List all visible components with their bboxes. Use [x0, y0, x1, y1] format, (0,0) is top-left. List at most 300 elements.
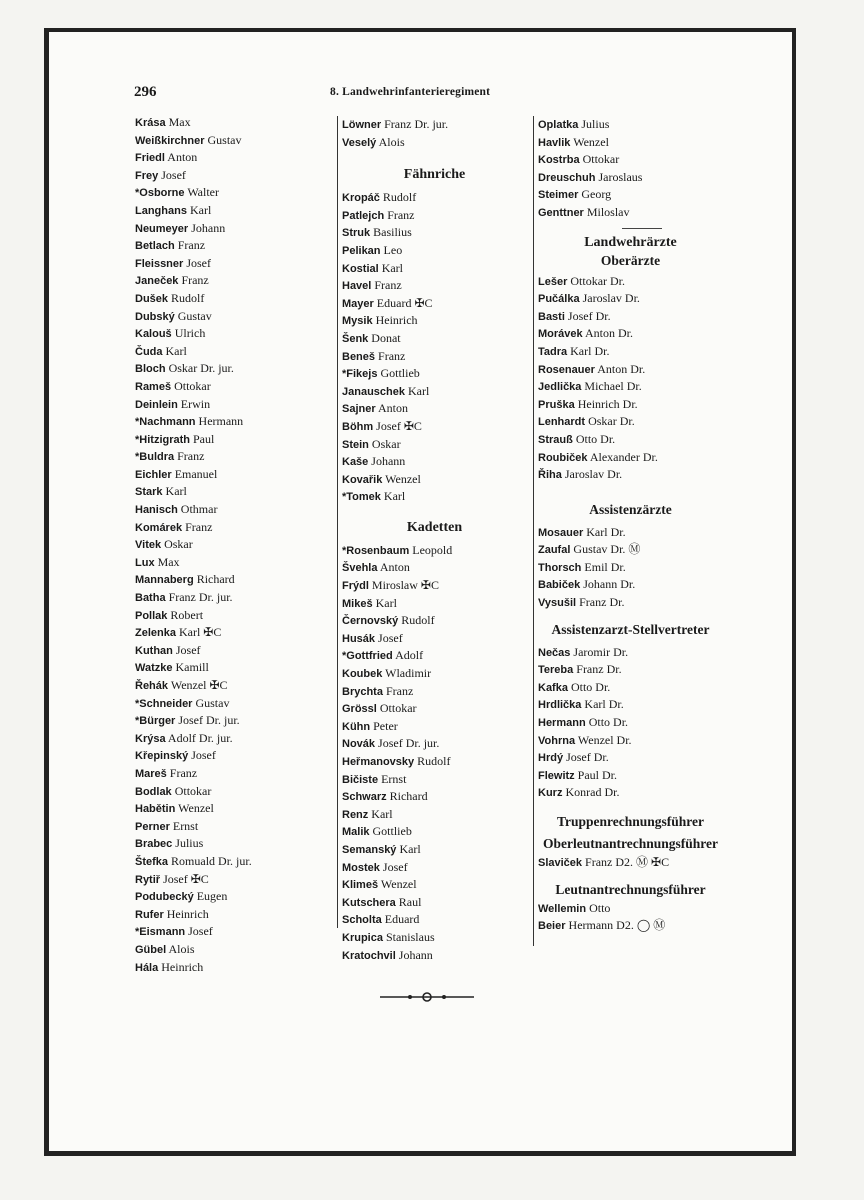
surname: Černovský	[342, 615, 399, 628]
list-item	[342, 134, 542, 152]
list-item	[342, 224, 542, 242]
surname: Veselý	[342, 136, 377, 149]
given-name: Raul	[398, 894, 422, 909]
surname: Semanský	[342, 843, 397, 856]
surname: Janeček	[135, 275, 179, 288]
given-name: Franz Dr.	[579, 595, 625, 610]
surname: Langhans	[135, 204, 187, 217]
list-item	[342, 330, 542, 348]
list-item	[538, 449, 738, 467]
surname: Husák	[342, 632, 376, 645]
surname: Řehák	[135, 680, 169, 692]
list-item	[342, 753, 542, 771]
surname: Thorsch	[538, 561, 582, 574]
given-name: Ottokar Dr.	[570, 273, 626, 288]
page-number: 296	[134, 84, 157, 100]
given-name: Franz	[181, 273, 209, 288]
given-name: Johann Dr.	[583, 577, 636, 592]
given-name: Ottokar	[174, 378, 211, 393]
list-item	[538, 917, 738, 935]
list-item	[538, 290, 738, 308]
surname: Tadra	[538, 345, 568, 358]
given-name: Heinrich	[166, 906, 209, 921]
given-name: Max	[168, 115, 191, 129]
list-item	[538, 431, 738, 449]
list-item	[135, 888, 335, 906]
list-item	[135, 202, 335, 220]
list-item	[135, 941, 335, 959]
surname: Lešer	[538, 275, 568, 288]
surname: Patlejch	[342, 209, 385, 222]
list-item	[342, 841, 542, 859]
surname: Pučálka	[538, 293, 580, 306]
given-name: Karl	[375, 595, 397, 610]
list-item	[135, 343, 335, 361]
given-name: Robert	[170, 607, 204, 622]
given-name: Jaromir Dr.	[573, 644, 629, 659]
surname: Dreuschuh	[538, 171, 596, 184]
surname: Kovařik	[342, 473, 383, 486]
list-item	[538, 169, 738, 187]
list-item	[135, 501, 335, 519]
given-name: Johann	[398, 947, 433, 962]
list-item	[538, 325, 738, 343]
given-name: Oskar	[164, 537, 193, 552]
list-item	[538, 679, 738, 697]
given-name: Wenzel	[573, 134, 609, 149]
list-item	[342, 823, 542, 841]
surname: Mayer	[342, 297, 374, 310]
given-name: Oskar Dr. jur.	[168, 361, 234, 376]
surname: Batha	[135, 592, 166, 605]
column-2	[337, 116, 542, 962]
list-item	[538, 413, 738, 431]
list-item	[135, 114, 335, 132]
list-item	[342, 348, 542, 366]
column-1	[135, 114, 335, 976]
surname: Struk	[342, 227, 371, 240]
given-name: Johann	[191, 220, 226, 235]
surname: Slaviček	[538, 857, 583, 869]
section-heading-kadetten: Kadetten	[406, 519, 463, 535]
surname: Kostial	[342, 262, 379, 275]
given-name: Karl	[189, 202, 212, 217]
surname: Habětin	[135, 803, 176, 816]
surname: Pruška	[538, 398, 575, 411]
given-name: Emil Dr.	[584, 559, 626, 574]
list-item	[135, 132, 335, 150]
list-item	[538, 396, 738, 414]
list-item	[135, 378, 335, 396]
given-name: Othmar	[180, 502, 218, 517]
surname: Tereba	[538, 664, 574, 677]
given-name: Anton Dr.	[597, 361, 646, 376]
list-item	[538, 361, 738, 379]
surname: Beier	[538, 920, 566, 933]
given-name: Karl ✠C	[178, 625, 222, 640]
surname: Watzke	[135, 662, 173, 675]
list-item	[135, 220, 335, 238]
surname: Schwarz	[342, 791, 387, 804]
surname: Podubecký	[135, 891, 194, 904]
list-item	[135, 765, 335, 783]
list-item	[135, 853, 335, 871]
surname: Stark	[135, 486, 163, 499]
given-name: Anton	[377, 401, 408, 416]
surname: Krýsa	[135, 732, 166, 745]
list-item	[538, 732, 738, 750]
given-name: Ottokar	[379, 701, 417, 716]
surname: *Osborne	[135, 187, 185, 200]
given-name: Wenzel	[380, 877, 417, 892]
list-item	[135, 959, 335, 977]
given-name: Erwin	[180, 396, 211, 411]
surname: Hanisch	[135, 504, 178, 517]
surname: Stein	[342, 438, 369, 451]
list-item	[135, 184, 335, 202]
surname: Genttner	[538, 206, 584, 219]
given-name: Josef	[191, 748, 216, 763]
list-item	[342, 595, 542, 613]
list-item	[342, 771, 542, 789]
given-name: Josef	[175, 642, 201, 657]
given-name: Hermann D2. ◯ Ⓜ	[568, 918, 666, 933]
given-name: Franz D2. Ⓜ ✠C	[585, 855, 670, 869]
given-name: Josef Dr.	[567, 308, 611, 323]
list-item	[342, 929, 542, 947]
list-item	[538, 116, 738, 134]
surname: Brychta	[342, 685, 383, 698]
given-name: Leo	[383, 242, 403, 257]
surname: Wellemin	[538, 902, 587, 915]
given-name: Wenzel	[178, 801, 214, 816]
list-item	[342, 295, 542, 313]
surname: *Eismann	[135, 926, 186, 939]
given-name: Adolf Dr. jur.	[167, 730, 233, 745]
ornament-divider	[380, 990, 474, 1004]
surname: Heřmanovsky	[342, 756, 415, 768]
list-item	[342, 242, 542, 260]
surname: Kaše	[342, 456, 369, 469]
section-heading-stellvertreter: Assistenzarzt-Stellvertreter	[551, 621, 710, 637]
given-name: Wenzel	[385, 471, 421, 486]
surname: Rosenauer	[538, 363, 595, 376]
surname: Böhm	[342, 420, 374, 433]
surname: Beneš	[342, 350, 376, 363]
given-name: Rudolf	[401, 613, 435, 628]
section-heading-oberleutnantrechnungsfuhrer: Oberleutnantrechnungsführer	[542, 836, 718, 851]
given-name: Heinrich	[375, 313, 418, 328]
list-item	[538, 524, 738, 542]
section-heading-truppenrechnungsfuhrer: Truppenrechnungsführer	[556, 814, 705, 829]
list-item	[342, 735, 542, 753]
list-item	[342, 947, 542, 965]
surname: Křepinský	[135, 750, 189, 763]
surname: Bičiste	[342, 773, 379, 786]
given-name: Alois	[378, 134, 405, 149]
given-name: Oskar Dr.	[588, 414, 635, 429]
list-item	[538, 204, 738, 222]
list-item	[342, 612, 542, 630]
list-item	[538, 273, 738, 291]
list-item	[135, 589, 335, 607]
list-item	[538, 343, 738, 361]
list-item	[135, 712, 335, 730]
given-name: Franz	[169, 765, 198, 780]
surname: Hála	[135, 961, 159, 974]
surname: Nečas	[538, 646, 571, 659]
surname: Čuda	[135, 345, 163, 358]
given-name: Karl	[383, 489, 406, 504]
given-name: Gustav	[177, 308, 212, 323]
list-item	[342, 542, 542, 560]
given-name: Karl Dr.	[570, 343, 610, 358]
surname: Janauschek	[342, 385, 405, 398]
surname: Mysik	[342, 315, 373, 328]
list-item	[342, 647, 542, 665]
list-item	[135, 396, 335, 414]
list-item	[342, 277, 542, 295]
surname: Krupica	[342, 931, 383, 944]
list-item	[538, 378, 738, 396]
list-item	[342, 806, 542, 824]
list-item	[135, 554, 335, 572]
list-item	[538, 900, 738, 918]
list-item	[538, 661, 738, 679]
surname: Bloch	[135, 363, 166, 376]
divider	[622, 228, 662, 229]
surname: Komárek	[135, 521, 183, 534]
surname: Grössl	[342, 703, 377, 716]
list-item	[135, 607, 335, 625]
given-name: Alois	[168, 941, 195, 956]
surname: Kalouš	[135, 328, 172, 341]
given-name: Georg	[581, 187, 612, 202]
surname: Neumeyer	[135, 222, 189, 235]
given-name: Franz Dr. jur.	[384, 117, 449, 131]
given-name: Hermann	[198, 414, 244, 429]
list-item	[135, 255, 335, 273]
given-name: Josef	[161, 167, 186, 182]
list-item	[538, 308, 738, 326]
list-item	[342, 418, 542, 436]
surname: Zelenka	[135, 627, 176, 640]
list-item	[342, 207, 542, 225]
list-item	[135, 413, 335, 431]
surname: Scholta	[342, 914, 382, 927]
list-item	[135, 360, 335, 378]
list-item	[342, 116, 542, 134]
surname: Oplatka	[538, 119, 579, 131]
surname: Jedlička	[538, 381, 582, 394]
given-name: Eduard ✠C	[376, 295, 433, 310]
given-name: Gustav	[195, 695, 230, 710]
list-item	[342, 559, 542, 577]
given-name: Romuald Dr. jur.	[171, 853, 252, 868]
surname: Lux	[135, 556, 155, 569]
list-item	[342, 312, 542, 330]
given-name: Rudolf	[417, 754, 451, 768]
surname: Krása	[135, 117, 166, 129]
given-name: Anton	[167, 150, 198, 165]
surname: *Hitzigrath	[135, 433, 190, 446]
given-name: Josef Dr. jur.	[178, 713, 240, 728]
given-name: Karl	[407, 383, 430, 398]
surname: Malik	[342, 826, 370, 839]
surname: Dušek	[135, 292, 169, 305]
given-name: Josef Dr.	[566, 750, 609, 765]
given-name: Franz Dr.	[576, 662, 622, 677]
list-item	[538, 696, 738, 714]
given-name: Karl Dr.	[584, 697, 624, 712]
given-name: Josef	[382, 859, 408, 874]
surname: Bodlak	[135, 785, 172, 798]
column-3	[533, 116, 738, 946]
list-item	[135, 747, 335, 765]
surname: *Tomek	[342, 491, 381, 504]
surname: Havlik	[538, 136, 571, 149]
given-name: Basilius	[373, 225, 412, 240]
surname: Frýdl	[342, 580, 369, 593]
surname: Švehla	[342, 562, 378, 575]
given-name: Anton Dr.	[584, 326, 633, 341]
given-name: Leopold	[412, 542, 453, 557]
surname: Klimeš	[342, 879, 379, 892]
given-name: Karl	[165, 343, 187, 358]
list-item	[342, 665, 542, 683]
surname: *Nachmann	[135, 416, 196, 429]
list-item	[135, 290, 335, 308]
given-name: Adolf	[395, 648, 424, 663]
list-item	[135, 800, 335, 818]
given-name: Gottlieb	[372, 824, 412, 839]
surname: Friedl	[135, 152, 165, 165]
given-name: Franz	[385, 683, 414, 698]
given-name: Karl Dr.	[586, 524, 626, 539]
given-name: Franz	[387, 207, 415, 222]
surname: Kratochvil	[342, 949, 396, 962]
given-name: Jaroslav Dr.	[564, 467, 623, 482]
given-name: Ottokar	[174, 783, 212, 798]
given-name: Wenzel ✠C	[170, 678, 228, 692]
list-item	[342, 436, 542, 454]
given-name: Karl	[165, 484, 187, 499]
surname: Novák	[342, 738, 376, 751]
list-item	[538, 644, 738, 662]
given-name: Franz	[185, 519, 213, 534]
list-item	[342, 365, 542, 383]
section-heading-fahnriche: Fähnriche	[403, 167, 466, 183]
list-item	[135, 237, 335, 255]
surname: Lenhardt	[538, 416, 586, 429]
surname: *Fikejs	[342, 368, 378, 381]
given-name: Josef	[188, 924, 213, 939]
surname: Zaufal	[538, 544, 571, 557]
surname: Mannaberg	[135, 574, 194, 587]
given-name: Josef Dr. jur.	[378, 736, 440, 751]
surname: Koubek	[342, 668, 383, 681]
list-item	[538, 559, 738, 577]
given-name: Josef ✠C	[163, 871, 209, 886]
section-heading-landwehrarzte: Landwehrärzte	[584, 234, 677, 250]
list-item	[135, 308, 335, 326]
list-item	[342, 383, 542, 401]
given-name: Richard	[389, 789, 428, 804]
given-name: Miroslaw ✠C	[371, 578, 439, 593]
surname: Fleissner	[135, 257, 184, 270]
given-name: Julius	[175, 836, 204, 851]
list-item	[342, 630, 542, 648]
list-item	[135, 624, 335, 642]
list-item	[135, 483, 335, 501]
given-name: Heinrich Dr.	[577, 396, 638, 411]
section-heading-assistenzarzte: Assistenzärzte	[589, 501, 672, 517]
surname: Betlach	[135, 240, 175, 253]
given-name: Stanislaus	[385, 929, 435, 944]
list-item	[135, 571, 335, 589]
list-item	[538, 714, 738, 732]
given-name: Oskar	[371, 436, 401, 451]
list-item	[135, 835, 335, 853]
surname: Hrdý	[538, 752, 564, 765]
given-name: Karl	[399, 841, 421, 856]
surname: Štefka	[135, 855, 169, 868]
list-item	[538, 186, 738, 204]
surname: Hrdlička	[538, 699, 582, 712]
surname: Mikeš	[342, 597, 373, 610]
list-item	[342, 453, 542, 471]
given-name: Otto	[589, 900, 611, 915]
list-item	[342, 859, 542, 877]
surname: Vysušil	[538, 597, 577, 610]
surname: Rytiř	[135, 873, 161, 886]
given-name: Josef	[186, 255, 211, 270]
given-name: Rudolf	[382, 190, 417, 205]
surname: Strauß	[538, 433, 573, 446]
list-item	[342, 189, 542, 207]
list-item	[135, 730, 335, 748]
surname: Kafka	[538, 681, 568, 694]
list-item	[538, 784, 738, 802]
surname: Dubský	[135, 310, 175, 323]
given-name: Ulrich	[174, 326, 206, 341]
given-name: Paul Dr.	[577, 767, 618, 782]
page-header: 8. Landwehrinfanterieregiment	[330, 86, 491, 98]
given-name: Karl	[371, 806, 393, 821]
list-item	[135, 783, 335, 801]
given-name: Johann	[371, 454, 406, 469]
list-item	[135, 431, 335, 449]
given-name: Eduard	[384, 912, 420, 927]
list-item	[342, 260, 542, 278]
list-item	[135, 167, 335, 185]
given-name: Walter	[187, 185, 219, 200]
list-item	[538, 151, 738, 169]
surname: Šenk	[342, 332, 369, 345]
given-name: Otto Dr.	[575, 431, 616, 446]
list-item	[135, 818, 335, 836]
given-name: Karl	[381, 260, 404, 275]
given-name: Otto Dr.	[570, 679, 611, 694]
given-name: Eugen	[196, 889, 228, 904]
surname: Sajner	[342, 403, 376, 416]
surname: Löwner	[342, 119, 382, 131]
given-name: Franz	[378, 348, 406, 363]
list-item	[135, 536, 335, 554]
given-name: Konrad Dr.	[565, 785, 620, 800]
surname: Hermann	[538, 717, 586, 730]
surname: Frey	[135, 169, 159, 182]
